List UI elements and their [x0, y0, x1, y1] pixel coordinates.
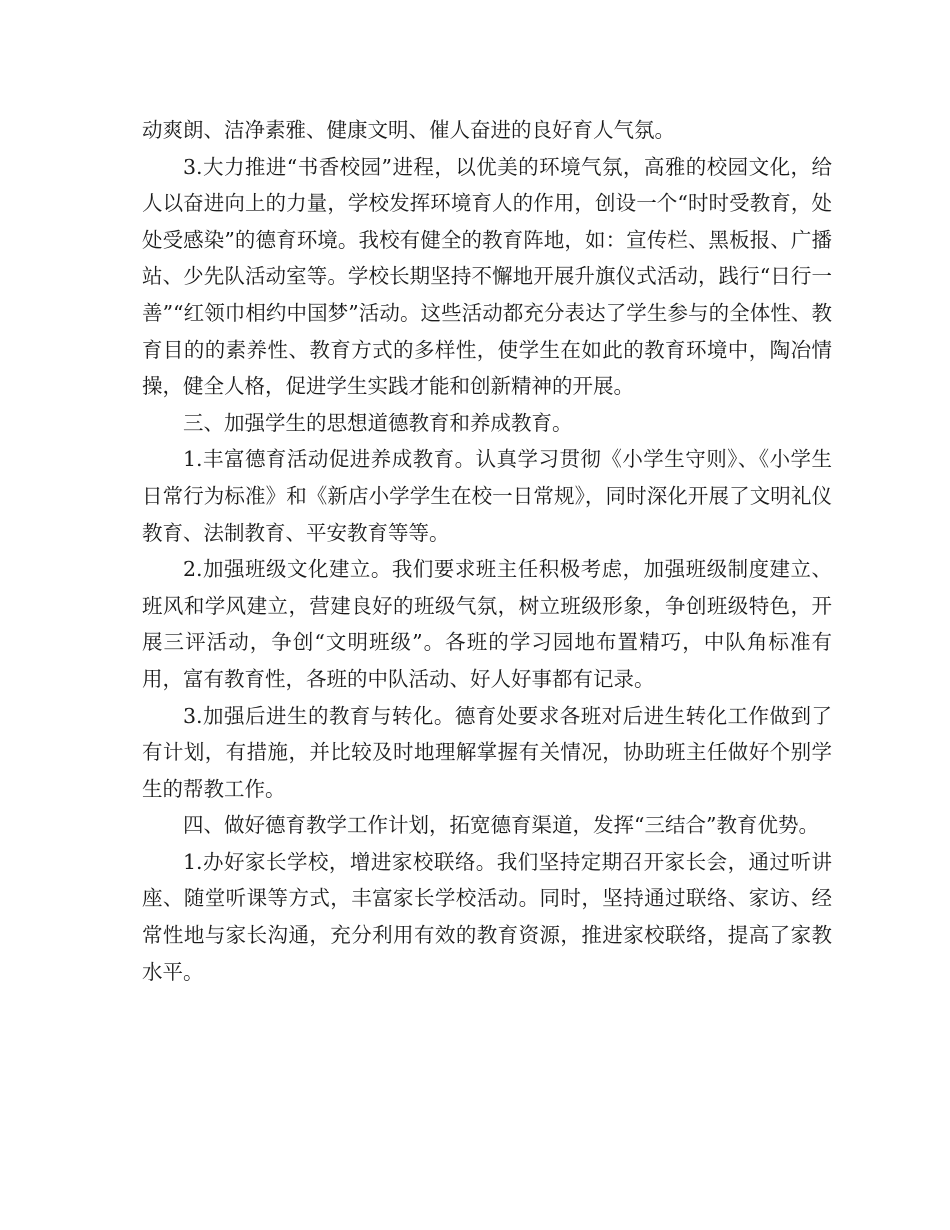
section-heading-3: 三、加强学生的思想道德教育和养成教育。	[183, 410, 573, 435]
paragraph-4: 2.加强班级文化建立。我们要求班主任积极考虑，加强班级制度建立、班风和学风建立，营建良好的班级气氛，树立班级形象，争创班级特色，开展三评活动，争创“文明班级”。各班的学习园地布置精巧，中队角标准有用，富有教育性，各班的中队活动、好人好事都有记录。	[142, 557, 832, 691]
document-body	[142, 112, 832, 990]
paragraph-0: 动爽朗、洁净素雅、健康文明、催人奋进的良好育人气氛。	[142, 118, 675, 142]
paragraph-1: 3.大力推进“书香校园”进程，以优美的环境气氛，高雅的校园文化，给人以奋进向上的力量，学校发挥环境育人的作用，创设一个“时时受教育，处处受感染”的德育环境。我校有健全的教育阵地，如：宣传栏、黑板报、广播站、少先队活动室等。学校长期坚持不懈地开展升旗仪式活动，践行“日行一善”“红领巾相约中国梦”活动。这些活动都充分表达了学生参与的全体性、教育目的的素养性、教育方式的多样性，使学生在如此的教育环境中，陶冶情操，健全人格，促进学生实践才能和创新精神的开展。	[142, 154, 832, 399]
paragraph-5: 3.加强后进生的教育与转化。德育处要求各班对后进生转化工作做到了有计划，有措施，并比较及时地理解掌握有关情况，协助班主任做好个别学生的帮教工作。	[142, 703, 832, 801]
paragraph-3: 1.丰富德育活动促进养成教育。认真学习贯彻《小学生守则》、《小学生日常行为标准》和《新店小学学生在校一日常规》，同时深化开展了文明礼仪教育、法制教育、平安教育等等。	[142, 447, 832, 545]
paragraph-7: 1.办好家长学校，增进家校联络。我们坚持定期召开家长会，通过听讲座、随堂听课等方式，丰富家长学校活动。同时，坚持通过联络、家访、经常性地与家长沟通，充分利用有效的教育资源，推进家校联络，提高了家教水平。	[142, 849, 832, 984]
section-heading-4: 四、做好德育教学工作计划，拓宽德育渠道，发挥“三结合”教育优势。	[183, 813, 819, 838]
